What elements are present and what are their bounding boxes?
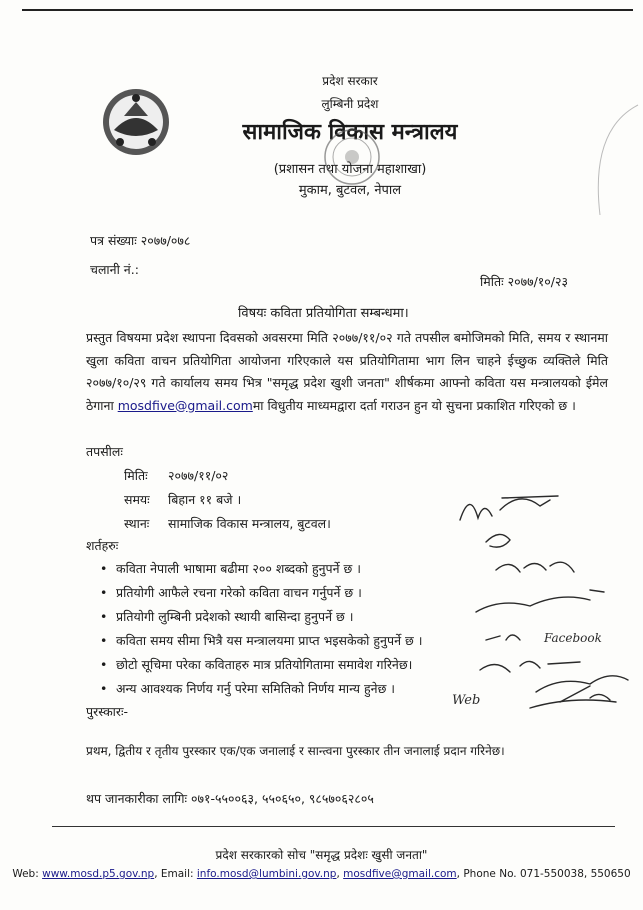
detail-label: समयः: [124, 492, 150, 507]
list-item: [100, 629, 422, 653]
detail-row: [124, 491, 241, 508]
official-stamp-icon: [323, 128, 381, 186]
scan-mark: [580, 100, 640, 220]
term-text: छोटो सूचिमा परेका कविताहरु मात्र प्रतियोगितामा समावेश गरिनेछ।: [116, 657, 413, 672]
term-text: अन्य आवश्यक निर्णय गर्नु परेमा समितिको निर्णय मान्य हुनेछ ।: [116, 681, 396, 696]
separator: ,: [336, 868, 344, 880]
letter-subject: विषयः कविता प्रतियोगिता सम्बन्धमा।: [238, 306, 409, 321]
bullet-icon: •: [100, 657, 108, 672]
term-text: प्रतियोगी आफैले रचना गरेको कविता वाचन गर्नुपर्ने छ ।: [116, 585, 362, 600]
bullet-icon: •: [100, 585, 108, 600]
body-text-1: प्रस्तुत विषयमा प्रदेश स्थापना दिवसको अवसरमा मिति २०७७/११/०२ गते तपसील बमोजिमको मिति, समय र स्थानमा खुला कविता वाचन प्रतियोगिता आयोजना गरिएकाले यस प्रतियोगितामा भाग लिन चाहने ईच्छुक व्यक्तिले मिति २०७७/१०/२९ गते कार्यालय समय भित्र "समृद्ध प्रदेश खुशी जनता" शीर्षकमा आफ्नो कविता यस मन्त्रालयको ईमेल ठेगाना: [86, 330, 608, 413]
body-email-link[interactable]: mosdfive@gmail.com: [117, 397, 253, 413]
detail-label: मितिः: [124, 468, 148, 483]
footer-slogan: प्रदेश सरकारको सोच "समृद्ध प्रदेशः खुसी जनता": [215, 848, 428, 862]
phone-text: , Phone No. 071-550038, 550650: [456, 868, 631, 880]
bullet-icon: •: [100, 633, 108, 648]
list-item: [100, 653, 422, 677]
bullet-icon: •: [100, 681, 108, 696]
detail-value: बिहान ११ बजे ।: [168, 492, 242, 507]
email-link-info[interactable]: info.mosd@lumbini.gov.np: [196, 868, 337, 880]
division-name: (प्रशासन तथा योजना महाशाखा): [273, 162, 427, 177]
detail-row: [124, 467, 228, 484]
footer-divider: [52, 826, 615, 827]
prize-text: प्रथम, द्वितीय र तृतीय पुरस्कार एक/एक जनालाई र सान्त्वना पुरस्कार तीन जनालाई प्रदान गरिनेछ।: [86, 744, 505, 758]
list-item: [100, 557, 422, 581]
nepal-emblem-icon: [100, 86, 172, 158]
web-label: Web:: [12, 868, 43, 880]
details-heading: तपसीलः: [86, 444, 123, 459]
bullet-icon: •: [100, 561, 108, 576]
term-text: कविता समय सीमा भित्रै यस मन्त्रालयमा प्राप्त भइसकेको हुनुपर्ने छ ।: [116, 633, 423, 648]
email-label: , Email:: [154, 868, 197, 880]
contact-numbers: थप जानकारीका लागिः ०७१-५५००६३, ५५०६५०, ९८५७०६२८०५: [86, 791, 374, 806]
bullet-icon: •: [100, 609, 108, 624]
handwritten-notes-signature: [440, 480, 640, 720]
top-border-line: [22, 9, 633, 11]
term-text: प्रतियोगी लुम्बिनी प्रदेशको स्थायी बासिन्दा हुनुपर्ने छ ।: [116, 609, 354, 624]
detail-label: स्थानः: [124, 516, 150, 531]
terms-list: [100, 557, 422, 701]
terms-heading: शर्तहरुः: [86, 538, 119, 553]
header-line-2: लुम्बिनी प्रदेश: [321, 97, 379, 111]
handwritten-facebook: Facebook: [544, 631, 602, 645]
detail-row: [124, 515, 331, 532]
letter-number: पत्र संख्याः २०७७/०७८: [90, 233, 191, 248]
detail-value: २०७७/११/०२: [168, 468, 229, 483]
list-item: [100, 581, 422, 605]
handwritten-web: Web: [452, 693, 481, 708]
body-paragraph: [86, 327, 608, 417]
office-location: मुकाम, बुटवल, नेपाल: [298, 183, 402, 198]
footer-contact: [0, 868, 643, 880]
detail-value: सामाजिक विकास मन्त्रालय, बुटवल।: [168, 516, 331, 531]
email-link-gmail[interactable]: mosdfive@gmail.com: [343, 868, 457, 880]
body-text-2: मा विधुतीय माध्यमद्वारा दर्ता गराउन हुन यो सुचना प्रकाशित गरिएको छ ।: [252, 397, 576, 413]
prize-heading: पुरस्कारः-: [86, 704, 129, 719]
term-text: कविता नेपाली भाषामा बढीमा २०० शब्दको हुनुपर्ने छ ।: [116, 561, 362, 576]
list-item: [100, 605, 422, 629]
letter-date: मितिः २०७७/१०/२३: [480, 274, 568, 289]
header-line-1: प्रदेश सरकार: [322, 74, 378, 88]
ministry-title: सामाजिक विकास मन्त्रालय: [242, 120, 458, 145]
dispatch-number: चलानी नं.:: [90, 262, 139, 277]
website-link[interactable]: www.mosd.p5.gov.np: [42, 868, 155, 880]
list-item: [100, 677, 422, 701]
